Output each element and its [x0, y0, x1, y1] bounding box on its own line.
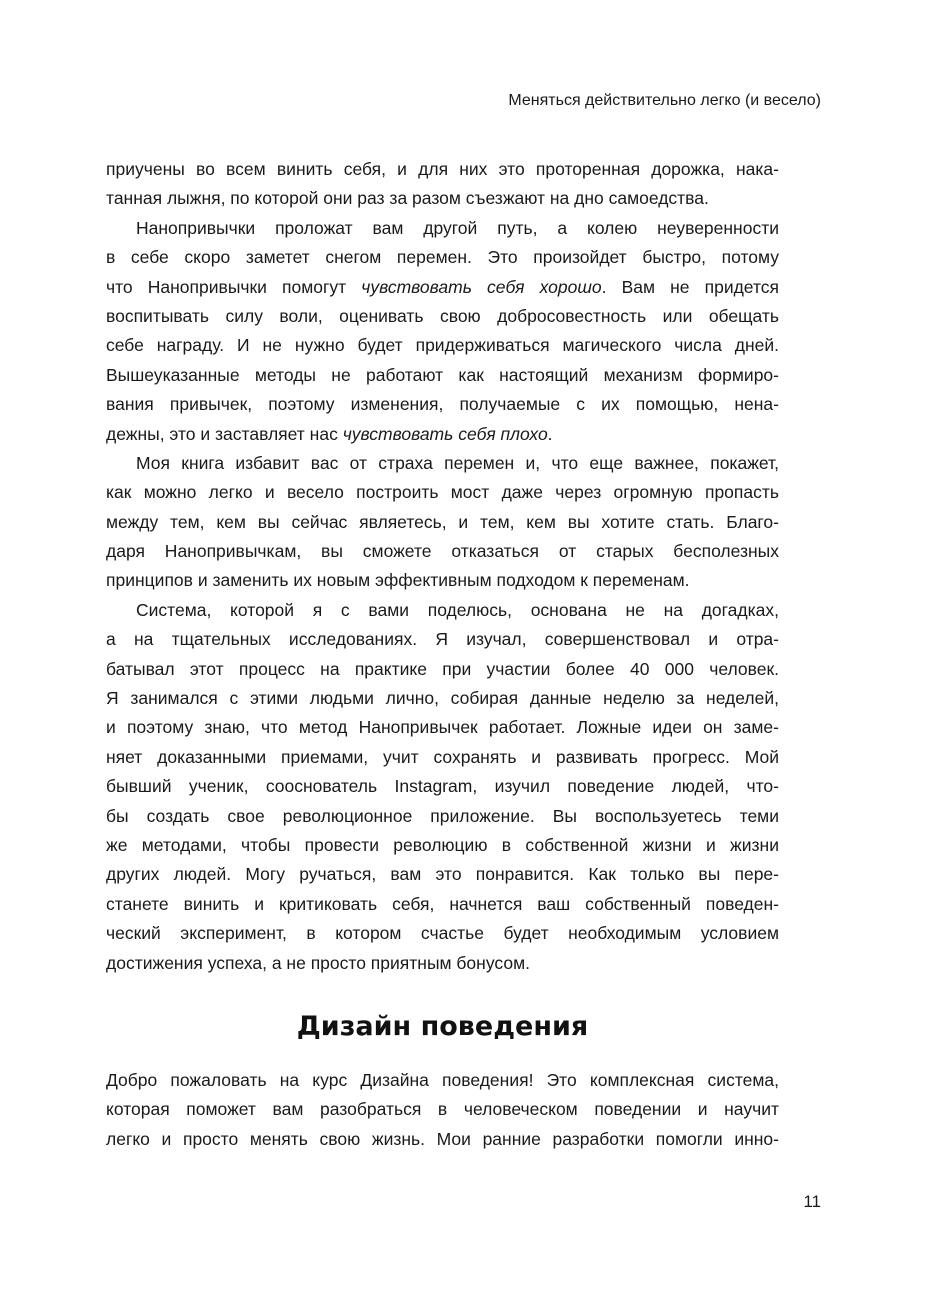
text-line: воспитывать силу воли, оценивать свою добросовестность или обещать [106, 305, 779, 326]
text-line: же методами, чтобы провести революцию в собственной жизни и жизни [106, 834, 779, 855]
text-line: няет доказанными приемами, учит сохранять и развивать прогресс. Мой [106, 746, 779, 767]
section-body-text [106, 1066, 779, 1154]
text-line: даря Нанопривычкам, вы сможете отказаться от старых бесполезных [106, 541, 779, 562]
page-number: 11 [803, 1192, 821, 1211]
text-line: себе награду. И не нужно будет придерживаться магического числа дней. [106, 335, 779, 356]
body-text [106, 155, 779, 978]
text-line: а на тщательных исследованиях. Я изучал, совершенствовал и отра- [106, 629, 779, 650]
text-line [106, 420, 779, 449]
text-line: танная лыжня, по которой они раз за разом съезжают на дно самоедства. [106, 188, 709, 209]
text-line: бы создать свое революционное приложение. Вы воспользуетесь теми [106, 805, 779, 826]
text-line: легко и просто менять свою жизнь. Мои ранние разработки помогли инно- [106, 1128, 779, 1149]
text-line: других людей. Могу ручаться, вам это понравится. Как только вы пере- [106, 864, 779, 885]
section-heading: Дизайн поведения [296, 1011, 589, 1042]
text-run: дежны, это и заставляет нас [106, 423, 343, 444]
text-line: между тем, кем вы сейчас являетесь, и тем, кем вы хотите стать. Благо- [106, 511, 779, 532]
text-line: принципов и заменить их новым эффективным подходом к переменам. [106, 570, 690, 591]
text-line: которая поможет вам разобраться в человеческом поведении и научит [106, 1099, 779, 1120]
text-line: достижения успеха, а не просто приятным бонусом. [106, 952, 530, 973]
text-run: . [547, 423, 553, 444]
text-line: станете винить и критиковать себя, начнется ваш собственный поведен- [106, 893, 779, 914]
text-run: что Нанопривычки помогут [106, 276, 362, 297]
text-line: вания привычек, поэтому изменения, получаемые с их помощью, нена- [106, 394, 779, 415]
emphasis-text: чувствовать себя плохо [342, 423, 548, 444]
text-line: Нанопривычки проложат вам другой путь, а колею неуверенности [136, 217, 779, 238]
text-line: приучены во всем винить себя, и для них это проторенная дорожка, нака- [106, 159, 779, 179]
text-line: Система, которой я с вами поделюсь, основана не на догадках, [136, 599, 779, 620]
text-line: батывал этот процесс на практике при участии более 40 000 человек. [106, 658, 779, 679]
text-line: Добро пожаловать на курс Дизайна поведения! Это комплексная система, [106, 1070, 779, 1090]
text-line: Моя книга избавит вас от страха перемен и, что еще важнее, покажет, [136, 452, 779, 473]
emphasis-text: чувствовать себя хорошо [361, 276, 602, 297]
text-line: как можно легко и весело построить мост даже через огромную пропасть [106, 482, 779, 503]
text-line: ческий эксперимент, в котором счастье будет необходимым условием [106, 923, 779, 944]
text-line: Вышеуказанные методы не работают как настоящий механизм формиро- [106, 364, 779, 385]
text-line: и поэтому знаю, что метод Нанопривычек работает. Ложные идеи он заме- [106, 717, 779, 738]
text-line: в себе скоро заметет снегом перемен. Это произойдет быстро, потому [106, 247, 779, 268]
text-line [106, 273, 779, 302]
text-line: Я занимался с этими людьми лично, собирая данные неделю за неделей, [106, 688, 779, 709]
text-run: . Вам не придется [601, 276, 779, 297]
running-header: Меняться действительно легко (и весело) [508, 92, 821, 109]
text-line: бывший ученик, сооснователь Instagram, изучил поведение людей, что- [106, 776, 779, 797]
